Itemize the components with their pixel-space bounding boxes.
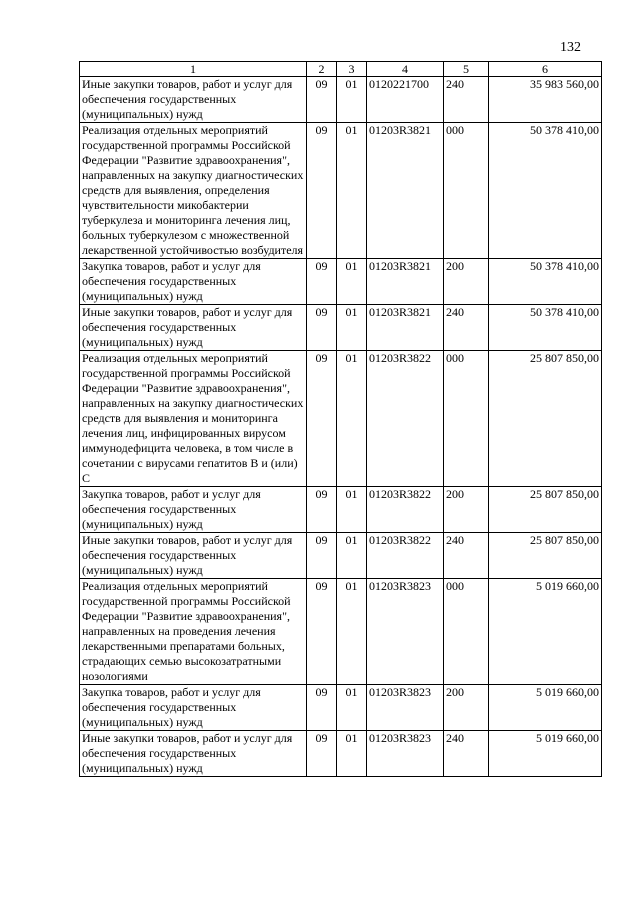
header-col-4: 4	[367, 62, 444, 77]
row-subsection: 01	[337, 579, 367, 685]
row-target-code: 01203R3821	[367, 305, 444, 351]
row-target-code: 01203R3821	[367, 123, 444, 259]
row-name: Реализация отдельных мероприятий государственной программы Российской Федерации "Развитие здравоохранения", направленных на закупку диагностических средств для выявления и мониторинга лечения лиц, инфицированных вирусом иммунодефицита человека, в том числе в сочетании с вирусами гепатитов В и (или) С	[80, 351, 307, 487]
row-expense-type: 240	[444, 77, 489, 123]
row-expense-type: 200	[444, 487, 489, 533]
row-amount: 50 378 410,00	[489, 305, 602, 351]
row-target-code: 0120221700	[367, 77, 444, 123]
row-subsection: 01	[337, 685, 367, 731]
row-amount: 5 019 660,00	[489, 579, 602, 685]
table-header-row	[80, 62, 602, 77]
row-expense-type: 240	[444, 533, 489, 579]
row-expense-type: 200	[444, 685, 489, 731]
table-row	[80, 685, 602, 731]
row-expense-type: 240	[444, 305, 489, 351]
table-row	[80, 351, 602, 487]
row-target-code: 01203R3822	[367, 533, 444, 579]
table-row	[80, 77, 602, 123]
row-section: 09	[307, 685, 337, 731]
row-expense-type: 000	[444, 123, 489, 259]
header-col-6: 6	[489, 62, 602, 77]
header-col-2: 2	[307, 62, 337, 77]
row-name: Иные закупки товаров, работ и услуг для обеспечения государственных (муниципальных) нужд	[80, 533, 307, 579]
row-section: 09	[307, 487, 337, 533]
row-subsection: 01	[337, 487, 367, 533]
row-subsection: 01	[337, 259, 367, 305]
row-name: Реализация отдельных мероприятий государственной программы Российской Федерации "Развитие здравоохранения", направленных на закупку диагностических средств для выявления, определения чувствительности микобактерии туберкулеза и мониторинга лечения лиц, больных туберкулезом с множественной лекарственной устойчивостью возбудителя	[80, 123, 307, 259]
table-row	[80, 305, 602, 351]
table-row	[80, 731, 602, 777]
row-amount: 5 019 660,00	[489, 685, 602, 731]
row-target-code: 01203R3823	[367, 579, 444, 685]
row-section: 09	[307, 123, 337, 259]
row-subsection: 01	[337, 305, 367, 351]
budget-table	[79, 61, 602, 777]
row-section: 09	[307, 259, 337, 305]
row-target-code: 01203R3822	[367, 487, 444, 533]
row-amount: 50 378 410,00	[489, 259, 602, 305]
page-number: 132	[560, 40, 581, 55]
row-target-code: 01203R3822	[367, 351, 444, 487]
row-amount: 25 807 850,00	[489, 351, 602, 487]
row-section: 09	[307, 533, 337, 579]
row-expense-type: 200	[444, 259, 489, 305]
header-col-5: 5	[444, 62, 489, 77]
table-row	[80, 123, 602, 259]
row-amount: 25 807 850,00	[489, 533, 602, 579]
row-name: Закупка товаров, работ и услуг для обеспечения государственных (муниципальных) нужд	[80, 685, 307, 731]
header-col-3: 3	[337, 62, 367, 77]
table-row	[80, 533, 602, 579]
row-expense-type: 000	[444, 579, 489, 685]
row-name: Реализация отдельных мероприятий государственной программы Российской Федерации "Развитие здравоохранения", направленных на проведения лечения лекарственными препаратами больных, страдающих семью высокозатратными нозологиями	[80, 579, 307, 685]
row-section: 09	[307, 351, 337, 487]
header-col-1: 1	[80, 62, 307, 77]
row-name: Закупка товаров, работ и услуг для обеспечения государственных (муниципальных) нужд	[80, 259, 307, 305]
row-section: 09	[307, 579, 337, 685]
table-row	[80, 579, 602, 685]
row-expense-type: 000	[444, 351, 489, 487]
table-row	[80, 259, 602, 305]
row-name: Иные закупки товаров, работ и услуг для обеспечения государственных (муниципальных) нужд	[80, 731, 307, 777]
row-name: Закупка товаров, работ и услуг для обеспечения государственных (муниципальных) нужд	[80, 487, 307, 533]
row-name: Иные закупки товаров, работ и услуг для обеспечения государственных (муниципальных) нужд	[80, 305, 307, 351]
row-subsection: 01	[337, 351, 367, 487]
row-subsection: 01	[337, 533, 367, 579]
row-expense-type: 240	[444, 731, 489, 777]
row-subsection: 01	[337, 123, 367, 259]
row-amount: 5 019 660,00	[489, 731, 602, 777]
row-target-code: 01203R3823	[367, 685, 444, 731]
row-section: 09	[307, 731, 337, 777]
row-subsection: 01	[337, 77, 367, 123]
row-target-code: 01203R3821	[367, 259, 444, 305]
row-amount: 50 378 410,00	[489, 123, 602, 259]
row-subsection: 01	[337, 731, 367, 777]
row-amount: 35 983 560,00	[489, 77, 602, 123]
row-name: Иные закупки товаров, работ и услуг для обеспечения государственных (муниципальных) нужд	[80, 77, 307, 123]
row-section: 09	[307, 77, 337, 123]
row-section: 09	[307, 305, 337, 351]
table-row	[80, 487, 602, 533]
row-amount: 25 807 850,00	[489, 487, 602, 533]
row-target-code: 01203R3823	[367, 731, 444, 777]
